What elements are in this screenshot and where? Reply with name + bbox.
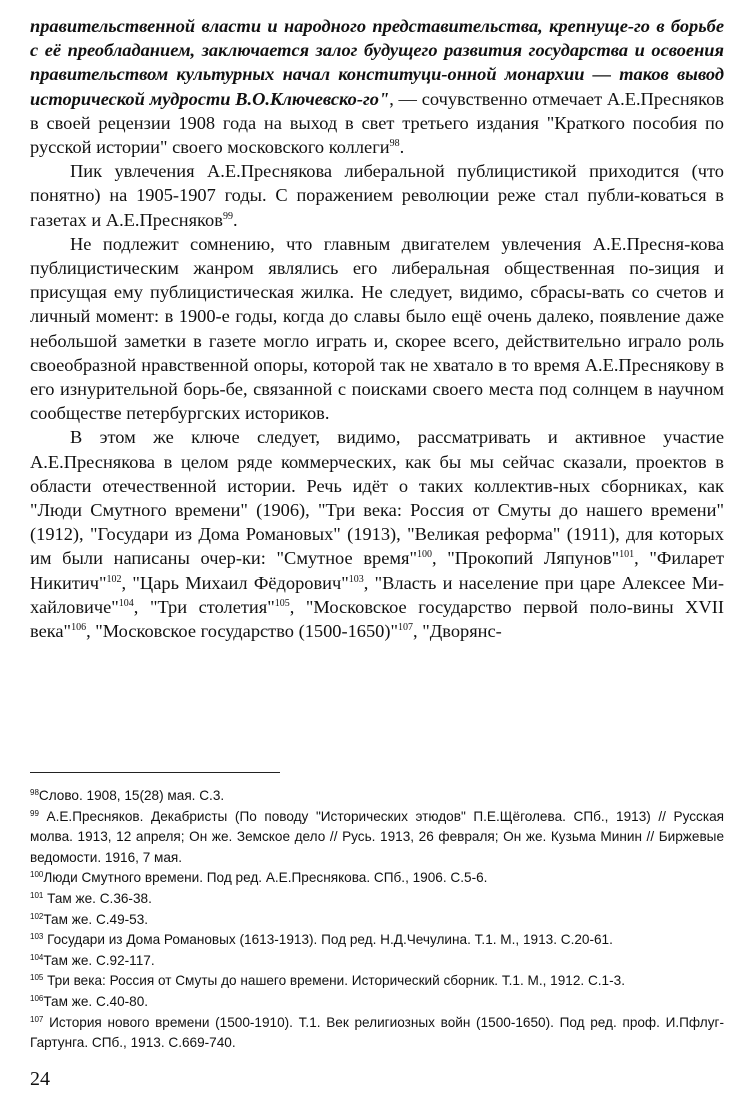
footnote-text: А.Е.Пресняков. Декабристы (По поводу "Исторических этюдов" П.Е.Щёголева. СПб., 1913) // Русская молва. 1913, 12 апреля; Он же. Земское дело // Русь. 1913, 26 февраля; Он же. Кузьма Минин // Биржевые ведомости. 1916, 7 мая. [30,808,725,865]
paragraph-2-text: Пик увлечения А.Е.Преснякова либеральной публицистикой приходится (что понятно) на 1905-1907 годы. С поражением революции реже стал публи-коваться в газетах и А.Е.Пресняков [30,161,724,230]
paragraph-4-text-g: , "Московское государство первой поло-вины XVII века" [30,596,724,642]
footnote-mark: 100 [30,870,44,880]
footnote-text: Слово. 1908, 15(28) мая. С.3. [38,788,225,803]
footnote [30,971,724,992]
footnote-ref-105: 105 [274,597,290,609]
footnote [30,930,724,951]
paragraph-4-text-a: В этом же ключе следует, видимо, рассматривать и активное участие А.Е.Преснякова в целом ряде коммерческих, как бы мы сейчас сказали, проектов в области отечественной истории. Речь идёт о таких коллектив-ных сборниках, как "Люди Смутного времени" (1906), "Три века: Россия от Смуты до нашего времени" (1912), "Государи из Дома Романовых" (1913), "Великая реформа" (1911), для которых им были написаны очер-ки: "Смутное время" [30,427,724,569]
footnote-mark: 107 [30,1014,44,1024]
footnote-ref-98: 98 [389,138,400,150]
paragraph-4 [30,425,724,643]
paragraph-4-text-f: , "Три столетия" [133,596,275,617]
footnote-mark: 103 [30,932,44,942]
footnote-mark: 104 [30,952,44,962]
paragraph-4-text-c: , "Филарет Никитич" [30,548,725,593]
footnote-ref-104: 104 [118,597,134,609]
footnote [30,807,724,869]
paragraph-4-text-b: , "Прокопий Ляпунов" [431,548,620,569]
paragraph-2-end: . [232,209,238,230]
footnote-ref-103: 103 [348,573,364,585]
footnote-text: Люди Смутного времени. Под ред. А.Е.Преснякова. СПб., 1906. С.5-6. [43,870,488,886]
footnote-text: Там же. С.49-53. [43,911,149,927]
paragraph-1 [30,14,724,159]
footnote-text: Там же. С.40-80. [43,993,149,1009]
footnote-ref-101: 101 [619,549,635,561]
footnote [30,910,724,931]
paragraph-4-text-h: , "Московское государство (1500-1650)" [86,621,399,642]
footnotes [30,786,724,1054]
footnote-ref-102: 102 [106,573,122,585]
paragraph-4-text-e: , "Власть и население при царе Алексее Ми-хайловиче" [30,572,725,617]
page-number: 24 [30,1068,50,1090]
footnote-text: Там же. С.36-38. [47,890,152,906]
footnote-mark: 102 [30,911,44,921]
footnote-ref-106: 106 [71,622,87,634]
footnote-divider [30,772,280,773]
paragraph-4-text-d: , "Царь Михаил Фёдорович" [121,572,349,593]
footnote-text: Три века: Россия от Смуты до нашего времени. Исторический сборник. Т.1. М., 1912. С.1-3. [47,973,625,989]
paragraph-4-text-i: , "Дворянс- [413,621,502,642]
main-text [30,14,724,643]
footnote [30,1013,724,1054]
footnote-ref-107: 107 [398,622,414,634]
footnote-text: История нового времени (1500-1910). Т.1. Век религиозных войн (1500-1650). Под ред. проф. И.Пфлуг-Гартунга. СПб., 1913. С.669-740. [30,1014,725,1051]
footnote-mark: 98 [30,788,39,797]
footnote-text: Государи из Дома Романовых (1613-1913). Под ред. Н.Д.Чечулина. Т.1. М., 1913. С.20-61. [47,932,613,948]
footnote-mark: 99 [30,808,39,818]
paragraph-1-end: . [399,137,405,158]
paragraph-1-text: , — сочувственно отмечает А.Е.Пресняков в своей рецензии 1908 года на выход в свет третьего издания "Краткого пособия по русской истории" своего московского коллеги [30,88,724,158]
quote-text: правительственной власти и народного представительства, крепнуще-го в борьбе с её преобладанием, заключается залог будущего развития государства и освоения правительством культурных начал конституци-онной монархии — таков вывод исторической мудрости В.О.Ключевско-го" [30,16,724,109]
footnote [30,889,724,910]
footnote [30,868,724,889]
footnote-ref-99: 99 [222,210,233,222]
paragraph-3: Не подлежит сомнению, что главным двигателем увлечения А.Е.Пресня-кова публицистическим жанром являлись его либеральная общественная по-зиция и присущая ему публицистическая жилка. Не следует, видимо, сбрасы-вать со счетов и личный момент: в 1900-е годы, когда до славы было ещё очень далеко, появление даже небольшой заметки в газете могло играть и, скорее всего, действительно играло роль своеобразной нравственной опоры, которой так не хватало в то время А.Е.Преснякову в его изнурительной борь-бе, связанной с поисками своего места под солнцем в научном сообществе петербургских историков. [30,233,724,424]
footnote-text: Там же. С.92-117. [43,952,155,968]
paragraph-2 [30,159,724,232]
footnote [30,951,724,972]
footnote-ref-100: 100 [416,549,432,561]
footnote [30,992,724,1013]
footnote-mark: 106 [30,993,44,1003]
footnote-mark: 101 [30,890,44,900]
footnote [30,786,724,807]
footnote-mark: 105 [30,973,44,983]
